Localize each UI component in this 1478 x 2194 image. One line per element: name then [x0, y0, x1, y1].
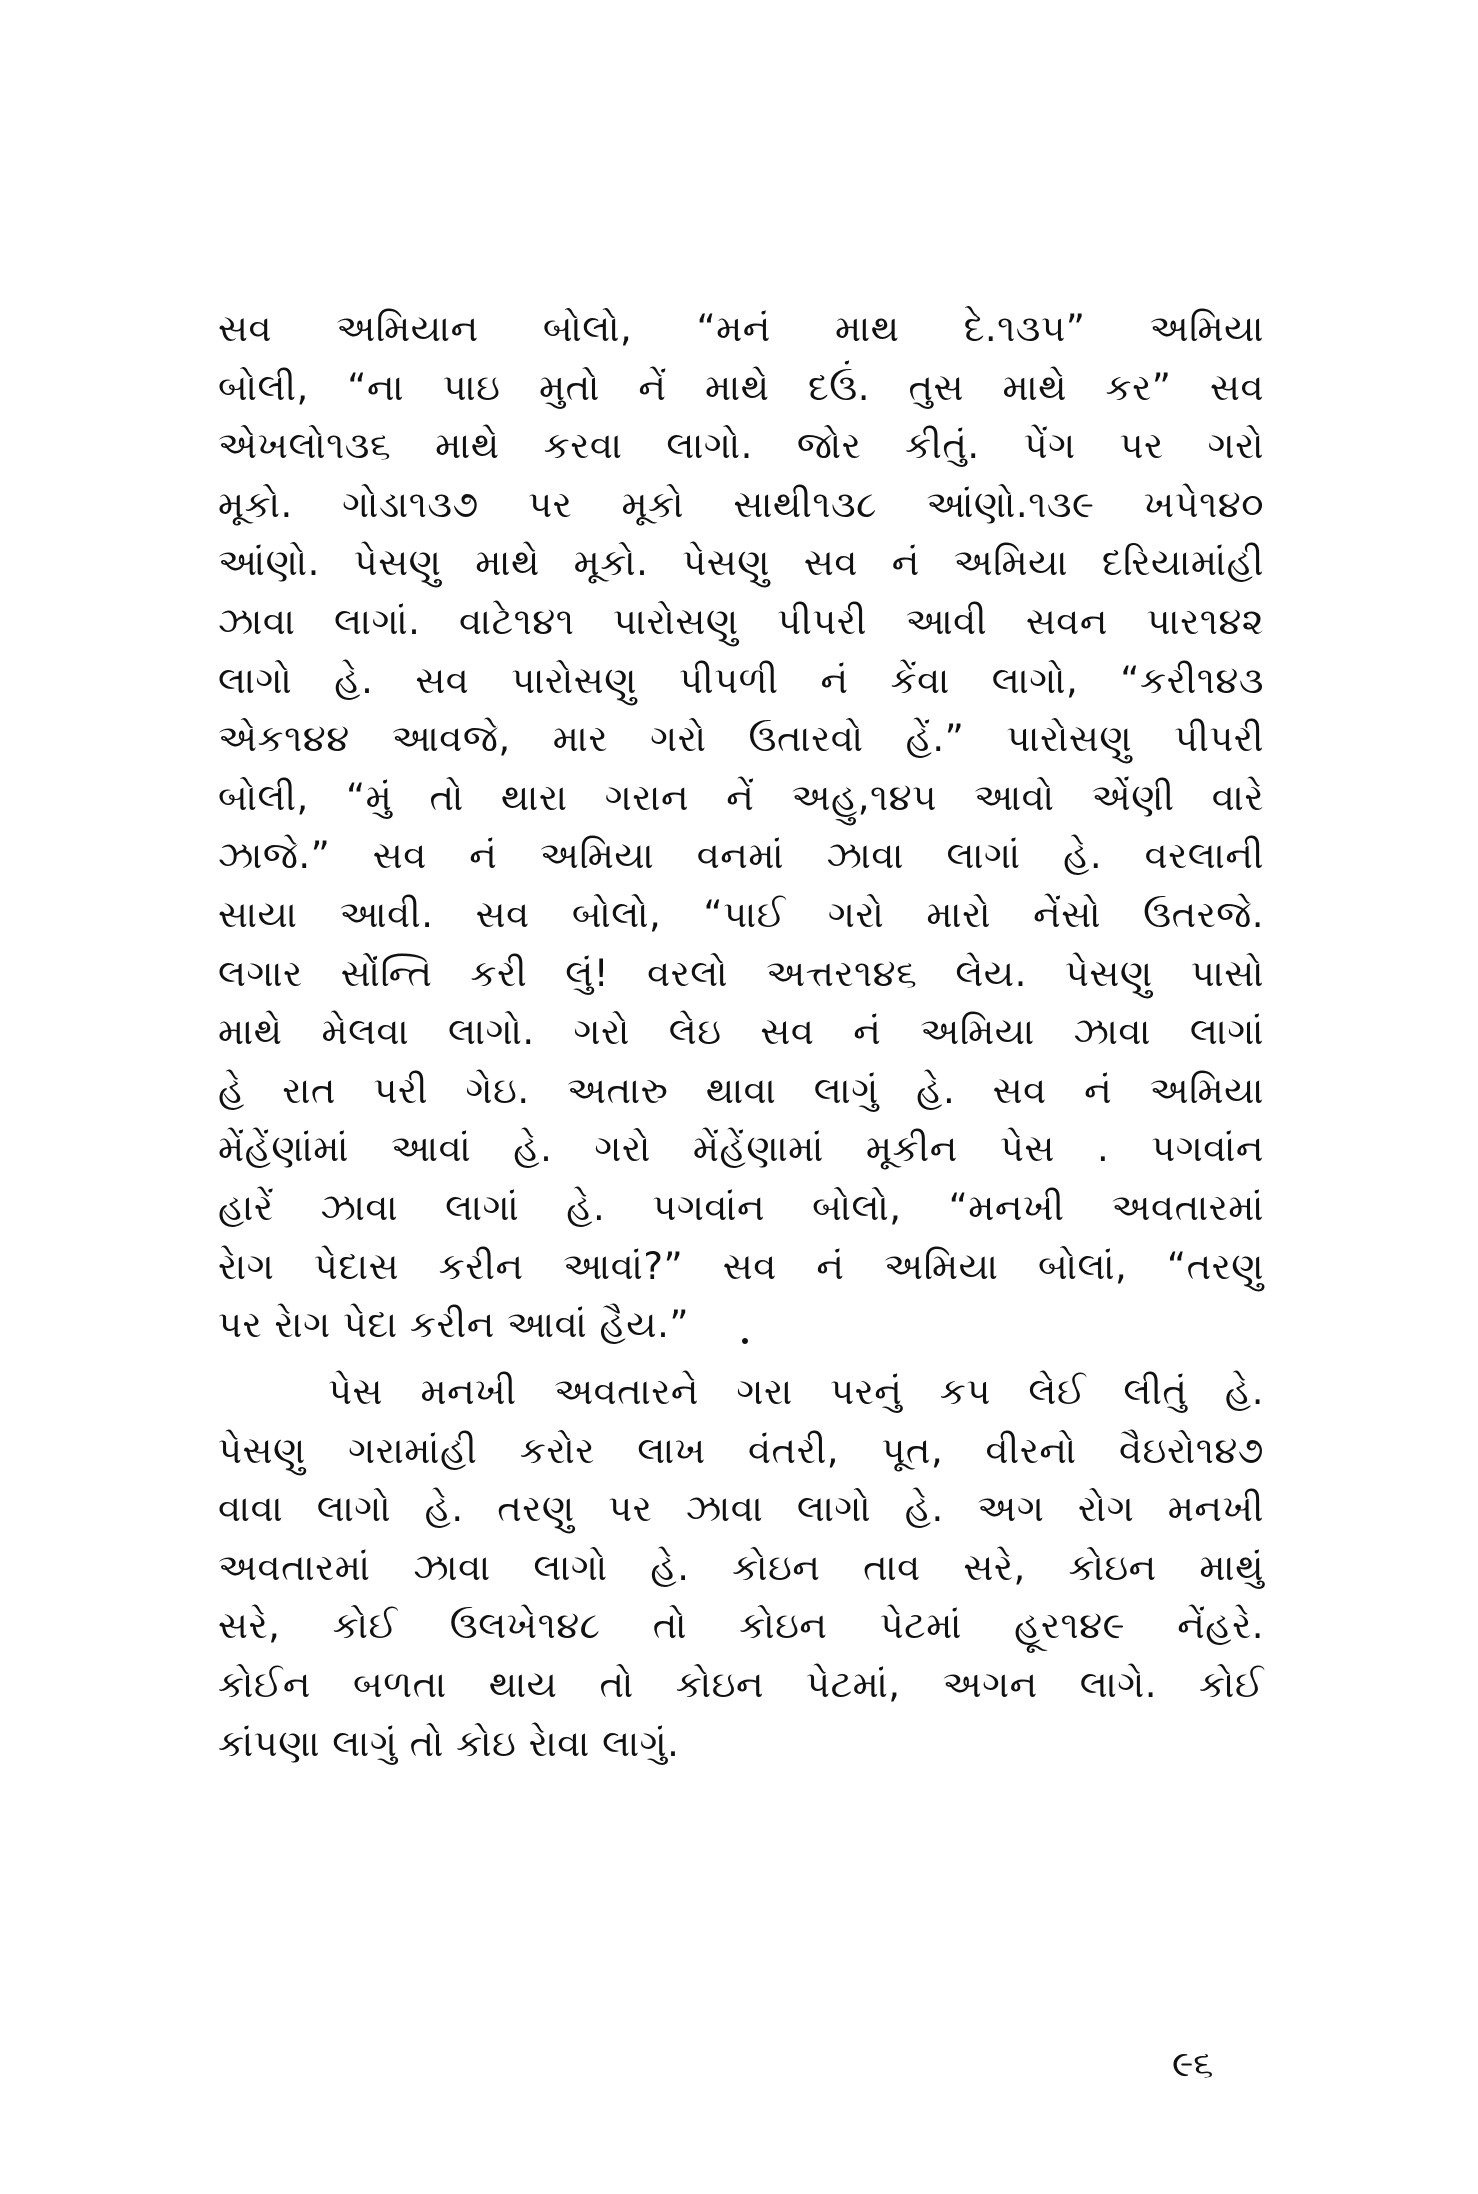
text-line: પેસણુ ગરામાંહી કરોર લાખ વંતરી, પૂત, વીરનો વૈઇરો૧૪૭	[218, 1428, 1264, 1472]
text-line: કાંપણા લાગું તો કોઇ રેાવા લાગું.	[218, 1721, 680, 1765]
text-line: મૂકો. ગોડા૧૩૭ પર મૂકો સાથી૧૩૮ આંણો.૧૩૯ ખપે૧૪૦	[218, 482, 1264, 526]
text-line: બોલી, “ના પાઇ મુતો નેં માથે દઉં. તુસ માથે કર” સવ	[218, 365, 1264, 409]
section-dot	[742, 1338, 748, 1344]
text-line: આંણો. પેસણુ માથે મૂકો. પેસણુ સવ નં અમિયા દરિયામાંહી	[218, 541, 1264, 585]
paragraph-1	[218, 300, 1264, 1355]
text-line: વાવા લાગો હે. તરણુ પર ઝાવા લાગો હે. અગ રોગ મનખી	[218, 1487, 1264, 1531]
page-number: ૯૬	[1172, 2044, 1214, 2085]
text-line: લાગો હે. સવ પારોસણુ પીપળી નં કેંવા લાગો, “કરી૧૪૩	[218, 658, 1264, 702]
text-line: સાયા આવી. સવ બોલો, “પાઈ ગરો મારો નેંસો ઉતરજે.	[218, 892, 1264, 936]
text-line: પેસ મનખી અવતારને ગરા પરનું કપ લેઈ લીતું હે.	[328, 1370, 1264, 1413]
text-line: સરે, કોઈ ઉલખે૧૪૮ તો કોઇન પેટમાં હૂર૧૪૯ નેંહરે.	[218, 1604, 1264, 1648]
text-line: સવ અમિયાન બોલો, “મનં માથ દે.૧૩૫” અમિયા	[218, 307, 1264, 350]
text-line: રેાગ પેદાસ કરીન આવાં?” સવ નં અમિયા બોલાં, “તરણુ	[218, 1244, 1264, 1288]
text-line: મેંહેંણાંમાં આવાં હે. ગરો મેંહેંણામાં મૂકીન પેસ . પગવાંન	[218, 1127, 1264, 1171]
text-line: એક૧૪૪ આવજે, માર ગરો ઉતારવો હેં.” પારોસણુ પીપરી	[218, 717, 1264, 761]
text-line: અવતારમાં ઝાવા લાગો હે. કોઇન તાવ સરે, કોઇન માથું	[218, 1545, 1264, 1589]
text-line: માથે મેલવા લાગો. ગરો લેઇ સવ નં અમિયા ઝાવા લાગાં	[218, 1010, 1264, 1054]
text-line: હારેં ઝાવા લાગાં હે. પગવાંન બોલો, “મનખી અવતારમાં	[218, 1185, 1264, 1229]
text-line: બોલી, “મું તો થારા ગરાન નેં અહુ,૧૪૫ આવો એંણી વારે	[218, 775, 1264, 819]
text-line: એખલો૧૩૬ માથે કરવા લાગો. જોર કીતું. પેંગ પર ગરો	[218, 424, 1264, 468]
text-line: હે રાત પરી ગેઇ. અતારુ થાવા લાગું હે. સવ નં અમિયા	[218, 1068, 1264, 1112]
text-line: લગાર સોંન્તિ કરી લું! વરલો અત્તર૧૪૬ લેય. પેસણુ પાસો	[218, 951, 1264, 995]
text-line: ઝાજે.” સવ નં અમિયા વનમાં ઝાવા લાગાં હે. વરલાની	[218, 834, 1264, 878]
paragraph-2	[218, 1363, 1264, 1773]
text-line: પર રેાગ પેદા કરીન આવાં હૈય.”	[218, 1303, 690, 1347]
text-line: ઝાવા લાગાં. વાટે૧૪૧ પારોસણુ પીપરી આવી સવન પાર૧૪૨	[218, 599, 1264, 643]
text-line: કોઈન બળતા થાય તો કોઇન પેટમાં, અગન લાગે. કોઈ	[218, 1662, 1264, 1706]
